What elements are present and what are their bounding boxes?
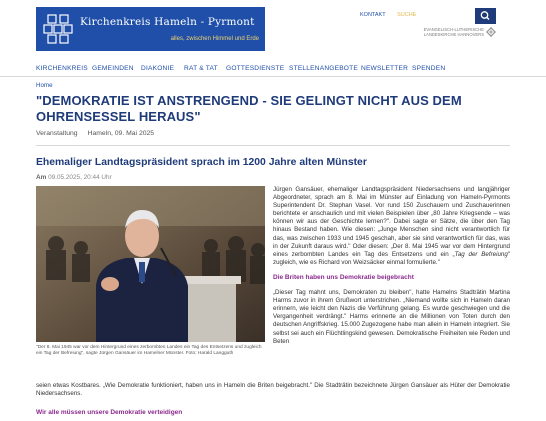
paragraph-2: „Dieser Tag mahnt uns, Demokraten zu bleiben", hatte Hamelns Stadträtin Martina Harms zuvor in ihrem Grußwort unterstrichen. „Niemand wollte sich in Hameln daran erinnern, wie leicht den Nazis die Verführung gelang. Es wurde geschwiegen und die Vergangenheit verdrängt." Harms erinnerte an die Millionen von Toten durch den deutschen Angriffskrieg. 15.000 Zugezogene habe man allein in Hameln integriert. Sie selbst sei auch ein Flüchtlingskind gewesen. Demokratische Freiheiten wie Reden und Beten — [273, 289, 510, 345]
search-button[interactable] — [475, 8, 496, 24]
article-subhead: Ehemaliger Landtagspräsident sprach im 1200 Jahre alten Münster — [36, 157, 367, 168]
article-body-right — [273, 186, 510, 353]
site-header — [0, 0, 546, 62]
photo-caption: "Der 8. Mai 1945 war vor dem Hintergrund eines zerbombten Landes ein Tag des Entsetzens und zugleich ein Tag der Befreiung", sagte Jürgen Gansäuer im Hamelner Münster. Foto: Harald Langguth — [36, 345, 262, 356]
date-value: 09.05.2025, 20:44 Uhr — [48, 174, 112, 181]
landeskirche-line2: LANDESKIRCHE HANNOVERS — [423, 32, 484, 37]
suche-link[interactable]: SUCHE — [397, 12, 417, 18]
article-dateline — [36, 174, 112, 181]
meta-place-date: Hameln, 09. Mai 2025 — [87, 130, 155, 137]
landeskirche-emblem-icon — [486, 27, 496, 37]
landeskirche-line1: EVANGELISCH-LUTHERISCHE — [423, 27, 484, 32]
site-logo[interactable] — [36, 7, 265, 51]
nav-item-rat-und-tat[interactable]: RAT & TAT — [184, 65, 218, 72]
nav-item-diakonie[interactable]: DIAKONIE — [141, 65, 175, 72]
nav-item-gemeinden[interactable]: GEMEINDEN — [92, 65, 134, 72]
nav-item-kirchenkreis[interactable]: KIRCHENKREIS — [36, 65, 88, 72]
date-prefix: Am — [36, 174, 47, 181]
paragraph-2-continued: seien etwas Kostbares. „Wie Demokratie funktioniert, haben uns in Hameln die Briten beigebracht." Die Stadträtin bezeichnete Jürgen Gansäuer als Hüter der Demokratie Niedersachsens. — [36, 382, 510, 398]
article-photo[interactable] — [36, 186, 265, 342]
cross-logo-icon — [42, 13, 74, 45]
search-icon — [475, 8, 496, 24]
divider — [36, 145, 510, 146]
landeskirche-logo[interactable] — [422, 27, 498, 39]
nav-item-gottesdienste[interactable]: GOTTESDIENSTE — [226, 65, 285, 72]
paragraph-1: Jürgen Gansäuer, ehemaliger Landtagspräsident Niedersachsens und langjähriger Abgeordneter, sprach am 8. Mai im Münster auf Einladung von Hameln-Pyrmonts Superintendent Dr. Stephan Vasel. Vor rund 150 Zuschauern und Zuschauerinnen berichtete er anschaulich und mit vielen Beispielen über „80 Jahre Kriegsende – was können wir aus der Geschichte lernen?". Dabei sagte er Sätze, die über den Tag hinaus Bestand haben. Wie diesen: „Junge Menschen sind nicht verantwortlich für das, was zwischen 1933 und 1945 geschah, aber sie sind verantwortlich für das, was in der Zukunft daraus wird." Oder diesen: „Der 8. Mai 1945 war vor dem Hintergrund eines zerbombten Landes ein Tag des Entsetzens und ein „Tag der Befreiung" zugleich, wie es Richard von Weizsäcker einmal formulierte." — [273, 186, 510, 266]
logo-subtitle: alles, zwischen Himmel und Erde — [170, 36, 259, 42]
article-meta — [36, 130, 154, 137]
nav-item-newsletter[interactable]: NEWSLETTER — [361, 65, 409, 72]
paragraph-1-italic: Tag der Befreiung — [454, 250, 508, 258]
section-heading-2: Wir alle müssen unsere Demokratie verteidigen — [36, 409, 183, 416]
page-title: "DEMOKRATIE IST ANSTRENGEND - SIE GELINGT NICHT AUS DEM OHRENSESSEL HERAUS" — [36, 93, 462, 124]
speaker-photo-illustration — [36, 186, 265, 342]
kontakt-link[interactable]: KONTAKT — [360, 12, 386, 18]
main-nav — [0, 62, 546, 77]
nav-item-spenden[interactable]: SPENDEN — [412, 65, 446, 72]
breadcrumb[interactable]: Home — [36, 82, 53, 89]
meta-type: Veranstaltung — [36, 130, 78, 137]
section-heading-1: Die Briten haben uns Demokratie beigebracht — [273, 273, 414, 281]
top-links — [360, 12, 426, 18]
logo-title: Kirchenkreis Hameln - Pyrmont — [80, 16, 255, 28]
nav-item-stellenangebote[interactable]: STELLENANGEBOTE — [289, 65, 358, 72]
